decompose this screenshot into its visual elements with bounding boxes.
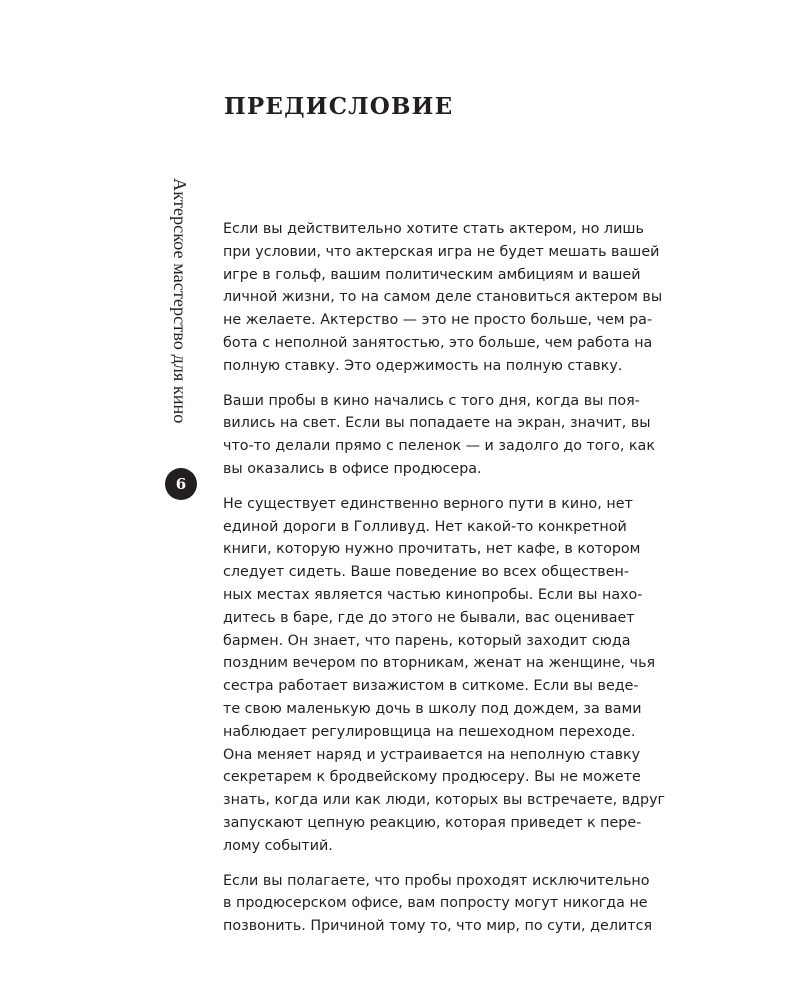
text-line: не желаете. Актерство — это не просто больше, чем ра- [223,312,653,329]
text-line: полную ставку. Это одержимость на полную ставку. [223,357,623,374]
text-line: при условии, что актерская игра не будет мешать вашей [223,243,660,260]
text-line: сестра работает визажистом в ситкоме. Если вы веде- [223,678,639,695]
text-line: секретарем к бродвейскому продюсеру. Вы не можете [223,769,641,786]
text-line: запускают цепную реакцию, которая приведет к пере- [223,814,642,831]
paragraph-2 [223,390,655,481]
text-line: Ваши пробы в кино начались с того дня, когда вы поя- [223,392,640,409]
text-line: знать, когда или как люди, которых вы встречаете, вдруг [223,792,666,809]
text-line: в продюсерском офисе, вам попросту могут никогда не [223,895,648,912]
text-line: следует сидеть. Ваше поведение во всех обществен- [223,564,630,581]
text-line: бота с неполной занятостью, это больше, чем работа на [223,334,653,351]
paragraph-3 [223,493,666,858]
text-line: личной жизни, то на самом деле становиться актером вы [223,289,663,306]
text-line: поздним вечером по вторникам, женат на женщине, чья [223,655,656,672]
text-line: Не существует единственно верного пути в кино, нет [223,495,633,512]
text-line: Если вы полагаете, что пробы проходят исключительно [223,872,650,889]
page-number-badge: 6 [165,468,197,500]
text-line: вились на свет. Если вы попадаете на экран, значит, вы [223,415,651,432]
text-line: позвонить. Причиной тому то, что мир, по сути, делится [223,918,653,935]
text-line: наблюдает регулировщица на пешеходном переходе. [223,723,636,740]
text-line: те свою маленькую дочь в школу под дождем, за вами [223,700,642,717]
text-line: игре в гольф, вашим политическим амбициям и вашей [223,266,641,283]
text-line: Если вы действительно хотите стать актером, но лишь [223,221,644,237]
running-head: Актерское мастерство для кино [170,178,190,424]
paragraph-1 [223,218,663,378]
text-line: бармен. Он знает, что парень, который заходит сюда [223,632,631,649]
text-line: ных местах является частью кинопробы. Если вы нахо- [223,586,643,603]
text-line: единой дороги в Голливуд. Нет какой-то конкретной [223,518,627,535]
text-line: лому событий. [223,837,333,854]
text-line: что-то делали прямо с пеленок — и задолго до того, как [223,438,655,455]
text-line: дитесь в баре, где до этого не бывали, вас оценивает [223,609,635,626]
text-line: Она меняет наряд и устраивается на неполную ставку [223,746,641,763]
body-text [223,218,666,950]
text-line: книги, которую нужно прочитать, нет кафе, в котором [223,541,641,558]
text-line: вы оказались в офисе продюсера. [223,460,482,477]
paragraph-4 [223,870,653,938]
chapter-title: ПРЕДИСЛОВИЕ [224,93,454,120]
